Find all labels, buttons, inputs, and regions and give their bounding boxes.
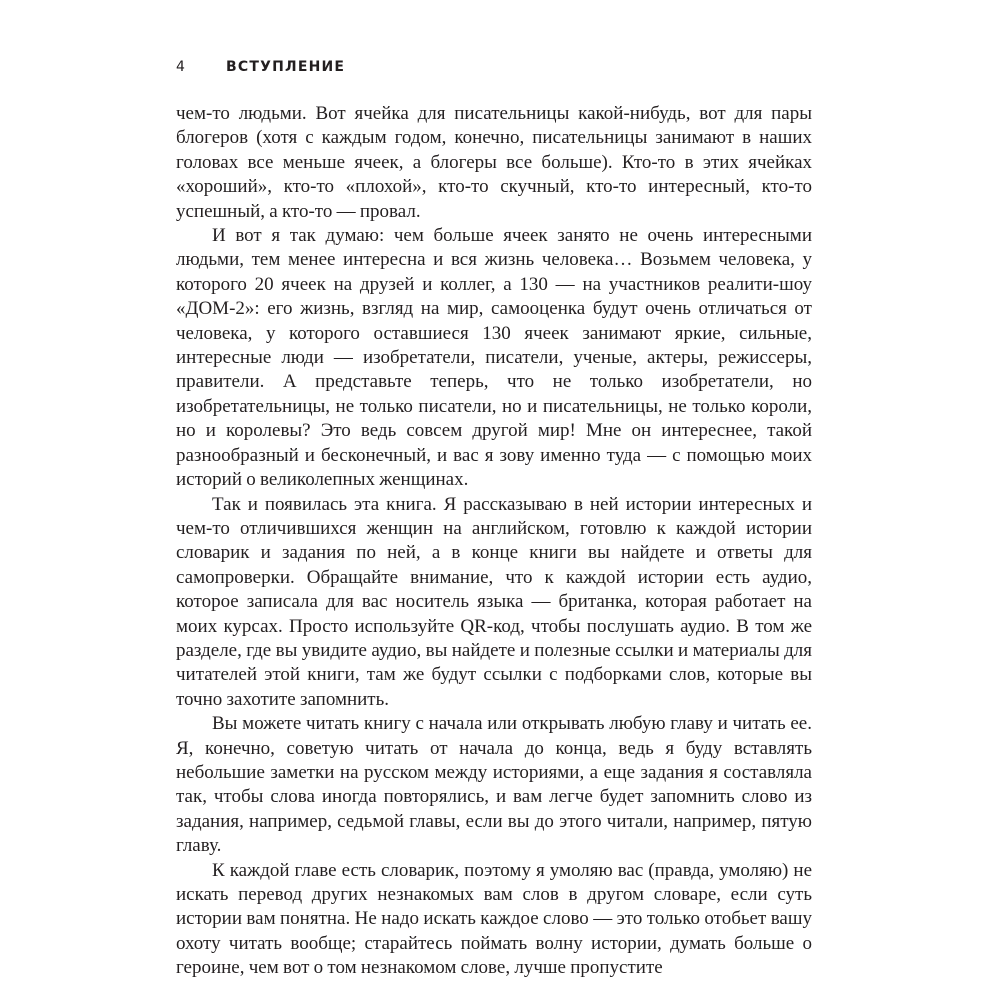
paragraph: Вы можете читать книгу с начала или открывать любую главу и читать ее. Я, конечно, советую читать от начала до конца, ведь я буду вставлять небольшие заметки на русском между историями, а еще задания я составляла так, чтобы слова иногда повторялись, и вам легче будет запомнить слово из задания, например, седьмой главы, если вы до этого читали, например, пятую главу.	[176, 713, 812, 857]
body-text	[176, 102, 812, 981]
paragraph: К каждой главе есть словарик, поэтому я умоляю вас (правда, умоляю) не искать перевод других незнакомых вам слов в другом словаре, если суть истории вам понятна. Не надо искать каждое слово — это только отобьет вашу охоту читать вообще; старайтесь поймать волну истории, думать больше о героине, чем вот о том незнакомом слове, лучше пропустите	[176, 859, 812, 979]
running-head	[176, 57, 345, 77]
paragraph-continued: чем-то людьми. Вот ячейка для писательницы какой-нибудь, вот для пары блогеров (хотя с каждым годом, конечно, писательницы занимают в наших головах все меньше ячеек, а блогеры все больше). Кто-то в этих ячейках «хороший», кто-то «плохой», кто-то скучный, кто-то интересный, кто-то успешный, а кто-то — провал.	[176, 103, 812, 222]
page-number: 4	[176, 59, 185, 75]
paragraph: И вот я так думаю: чем больше ячеек занято не очень интересными людьми, тем менее интересна и вся жизнь человека… Возьмем человека, у которого 20 ячеек на друзей и коллег, а 130 — на участников реалити-шоу «ДОМ-2»: его жизнь, взгляд на мир, самооценка будут очень отличаться от человека, у которого оставшиеся 130 ячеек занимают яркие, сильные, интересные люди — изобретатели, писатели, ученые, актеры, режиссеры, правители. А представьте теперь, что не только изобретатели, но изобретательницы, не только писатели, но и писательницы, не только короли, но и королевы? Это ведь совсем другой мир! Мне он интереснее, такой разнообразный и бесконечный, и вас я зову именно туда — с помощью моих историй о великолепных женщинах.	[176, 225, 812, 491]
paragraph: Так и появилась эта книга. Я рассказываю в ней истории интересных и чем-то отличившихся женщин на английском, готовлю к каждой истории словарик и задания по ней, а в конце книги вы найдете и ответы для самопроверки. Обращайте внимание, что к каждой истории есть аудио, которое записала для вас носитель языка — британка, которая работает на моих курсах. Просто используйте QR-код, чтобы послушать аудио. В том же разделе, где вы увидите аудио, вы найдете и полезные ссылки и материалы для читателей этой книги, там же будут ссылки с подборками слов, которые вы точно захотите запомнить.	[176, 493, 812, 710]
chapter-title: ВСТУПЛЕНИЕ	[226, 59, 346, 75]
